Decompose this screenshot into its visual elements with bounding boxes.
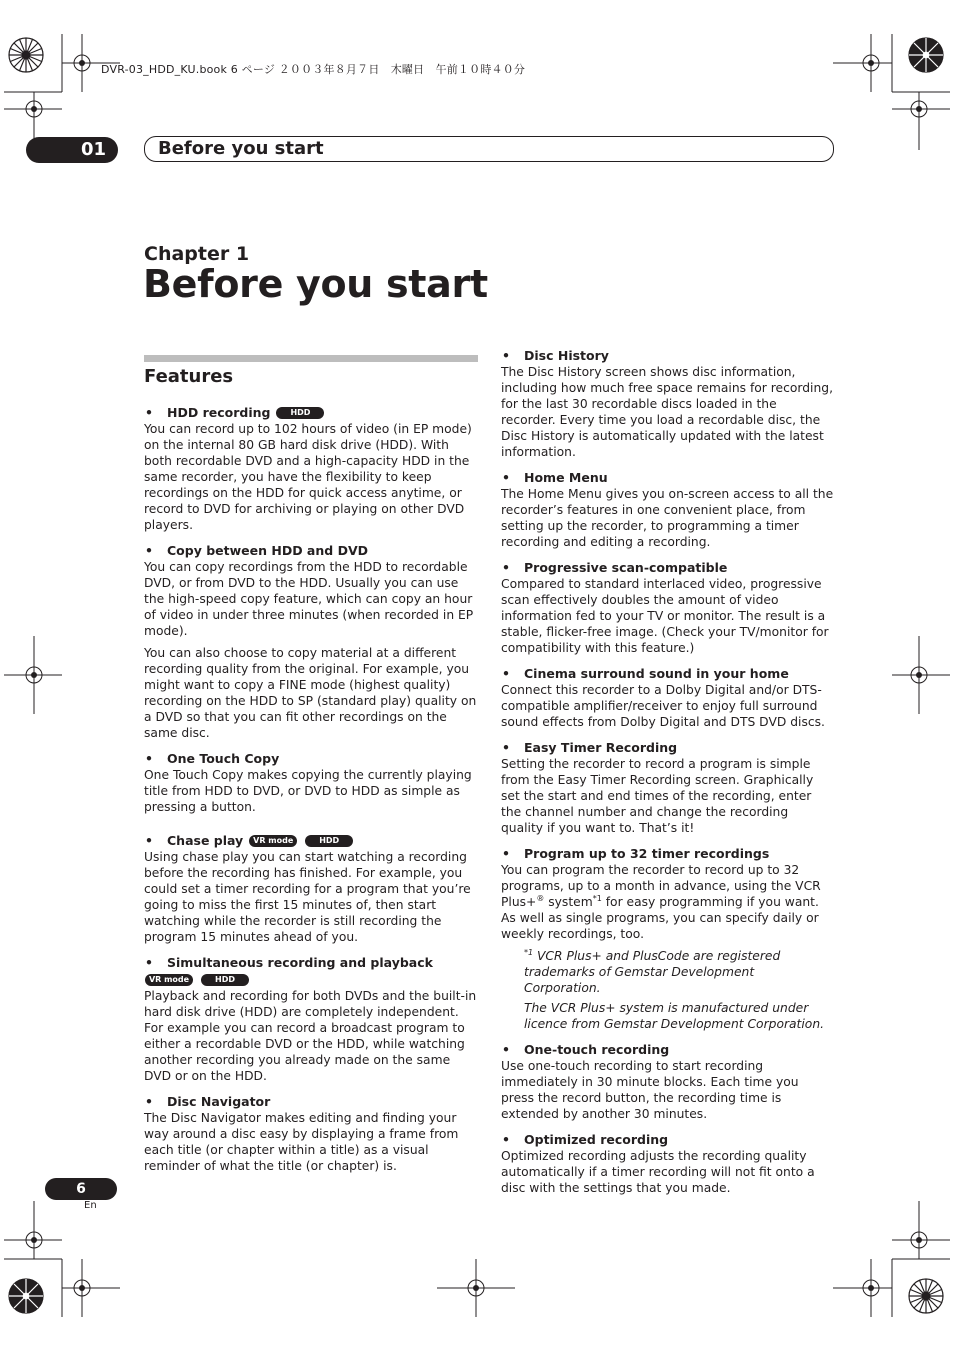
feature-text: The Disc History screen shows disc information, including how much free space remains for recording, for the last 30 recordable discs loaded in the recorder. Every time you load a recordable disc, the Disc History is automatically updated with the latest information. [501, 365, 833, 459]
feature-heading: Optimized recording [524, 1132, 669, 1147]
language-code: En [84, 1200, 97, 1211]
feature-heading: Disc History [524, 348, 609, 363]
feature-heading: Copy between HDD and DVD [167, 543, 368, 558]
bullet: • [145, 1094, 153, 1109]
feature-text: Compared to standard interlaced video, progressive scan effectively doubles the amount of video information fed to your TV or monitor. The result is a stable, flicker-free image. (Check your TV/monitor for compatibility with this feature.) [501, 577, 829, 655]
feature-text: Using chase play you can start watching a recording before the recording has finished. For example, you could set a timer recording for a program that you’re going to miss the first 15 minutes of, then start watching while the recorder is still recording the program 15 minutes ahead of you. [144, 850, 471, 944]
feature-text: The Disc Navigator makes editing and finding your way around a disc easy by displaying a frame from each title (or chapter within a title) as a visual reminder of what the title (or chapter) is. [144, 1111, 459, 1173]
bullet: • [502, 846, 510, 861]
bullet: • [145, 543, 153, 558]
feature-item [501, 666, 834, 730]
feature-heading: Home Menu [524, 470, 608, 485]
section-title: Features [144, 366, 234, 387]
feature-text-part: for easy programming if you want. As well as single programs, you can specify daily or weekly recordings, too. [501, 895, 819, 941]
feature-heading: One Touch Copy [167, 751, 280, 766]
feature-text: You can record up to 102 hours of video (in EP mode) on the internal 80 GB hard disk drive (HDD). With both recordable DVD and a high-capacity HDD in the same recorder, you have the flexibility to keep recordings on the HDD for quick access anytime, or record to DVD for archiving or playing on other DVD players. [144, 422, 472, 532]
bullet: • [502, 1042, 510, 1057]
feature-item [144, 751, 478, 815]
bullet: • [145, 751, 153, 766]
footnote-ref: *1 [592, 893, 602, 903]
feature-heading: HDD recording [167, 405, 271, 420]
chapter-label: Chapter 1 [144, 243, 250, 265]
section-rule [144, 355, 478, 362]
feature-heading: Easy Timer Recording [524, 740, 678, 755]
feature-item [501, 846, 834, 1032]
feature-item [501, 1042, 834, 1122]
feature-heading: Chase play [167, 833, 244, 848]
hdd-badge: HDD [201, 974, 249, 986]
left-column [144, 405, 478, 1184]
chapter-title: Before you start [143, 262, 488, 306]
footnote [501, 948, 834, 1032]
bullet: • [502, 560, 510, 575]
feature-text: Optimized recording adjusts the recording quality automatically if a timer recording will not fit onto a disc with the settings that you made. [501, 1149, 815, 1195]
feature-item [501, 740, 834, 836]
feature-text-part: system [544, 895, 593, 909]
feature-text-part: You can program the recorder to record up to 32 programs, up to a month in advance, using the VCR Plus+ [501, 863, 821, 909]
feature-item [501, 560, 834, 656]
bullet: • [502, 666, 510, 681]
vr-mode-badge: VR mode [145, 974, 193, 986]
bullet: • [502, 740, 510, 755]
feature-text: The Home Menu gives you on-screen access to all the recorder’s features in one convenient place, from setting up the recorder, to programming a timer recording and editing a recording. [501, 487, 834, 549]
feature-heading: Disc Navigator [167, 1094, 271, 1109]
registered-mark: ® [536, 893, 545, 903]
feature-item [501, 348, 834, 460]
feature-item [144, 1094, 478, 1174]
feature-item [501, 1132, 834, 1196]
feature-text [501, 862, 834, 942]
file-info: DVR-03_HDD_KU.book 6 ページ ２００３年８月７日 木曜日 午前１０時４０分 [101, 63, 526, 76]
feature-text: Use one-touch recording to start recording immediately in 30 minute blocks. Each time you press the record button, the recording time is extended by another 30 minutes. [501, 1059, 799, 1121]
feature-heading: One-touch recording [524, 1042, 670, 1057]
feature-text: Setting the recorder to record a program is simple from the Easy Timer Recording screen. Graphically set the start and end times of the recording, enter the channel number and change the recording quality if you want to. That’s it! [501, 757, 814, 835]
feature-heading: Progressive scan-compatible [524, 560, 728, 575]
feature-text: You can copy recordings from the HDD to recordable DVD, or from DVD to the HDD. Usually you can use the high-speed copy feature, which can copy an hour of video in under three minutes (when recorded in EP mode). [144, 560, 474, 638]
feature-text: One Touch Copy makes copying the currently playing title from HDD to DVD, or DVD to HDD as simple as pressing a button. [144, 768, 472, 814]
feature-item [144, 955, 478, 1084]
bullet: • [502, 470, 510, 485]
hdd-badge: HDD [305, 835, 353, 847]
footnote-text: The VCR Plus+ system is manufactured under licence from Gemstar Development Corporation. [524, 1001, 825, 1031]
feature-item [144, 405, 478, 533]
feature-text: You can also choose to copy material at a different recording quality from the original. For example, you might want to copy a FINE mode (highest quality) recording on the HDD to SP (standard play) quality on a DVD so that you can fit other recordings on the same disc. [144, 646, 477, 740]
bullet: • [145, 405, 153, 420]
feature-item [144, 543, 478, 741]
bullet: • [145, 833, 153, 848]
page-number: 6 [45, 1178, 117, 1200]
bullet: • [502, 1132, 510, 1147]
feature-heading: Simultaneous recording and playback [167, 955, 433, 970]
footnote-mark: *1 [524, 947, 534, 957]
feature-text: Connect this recorder to a Dolby Digital and/or DTS-compatible amplifier/receiver to enjoy full surround sound effects from Dolby Digital and DTS DVD discs. [501, 683, 825, 729]
feature-heading: Program up to 32 timer recordings [524, 846, 770, 861]
chapter-number-tab: 01 [26, 137, 118, 163]
feature-item [501, 470, 834, 550]
feature-heading: Cinema surround sound in your home [524, 666, 789, 681]
vr-mode-badge: VR mode [249, 835, 297, 847]
running-header: Before you start [144, 136, 834, 162]
right-column [501, 348, 834, 1206]
feature-text: Playback and recording for both DVDs and the built-in hard disk drive (HDD) are completely independent. For example you can record a broadcast program to either a recordable DVD or the HDD, while watching another recording you already made on the same DVD or on the HDD. [144, 989, 477, 1083]
bullet: • [145, 955, 153, 970]
hdd-badge: HDD [276, 407, 324, 419]
footnote-text: VCR Plus+ and PlusCode are registered trademarks of Gemstar Development Corporation. [524, 949, 781, 995]
feature-item [144, 833, 478, 945]
bullet: • [502, 348, 510, 363]
